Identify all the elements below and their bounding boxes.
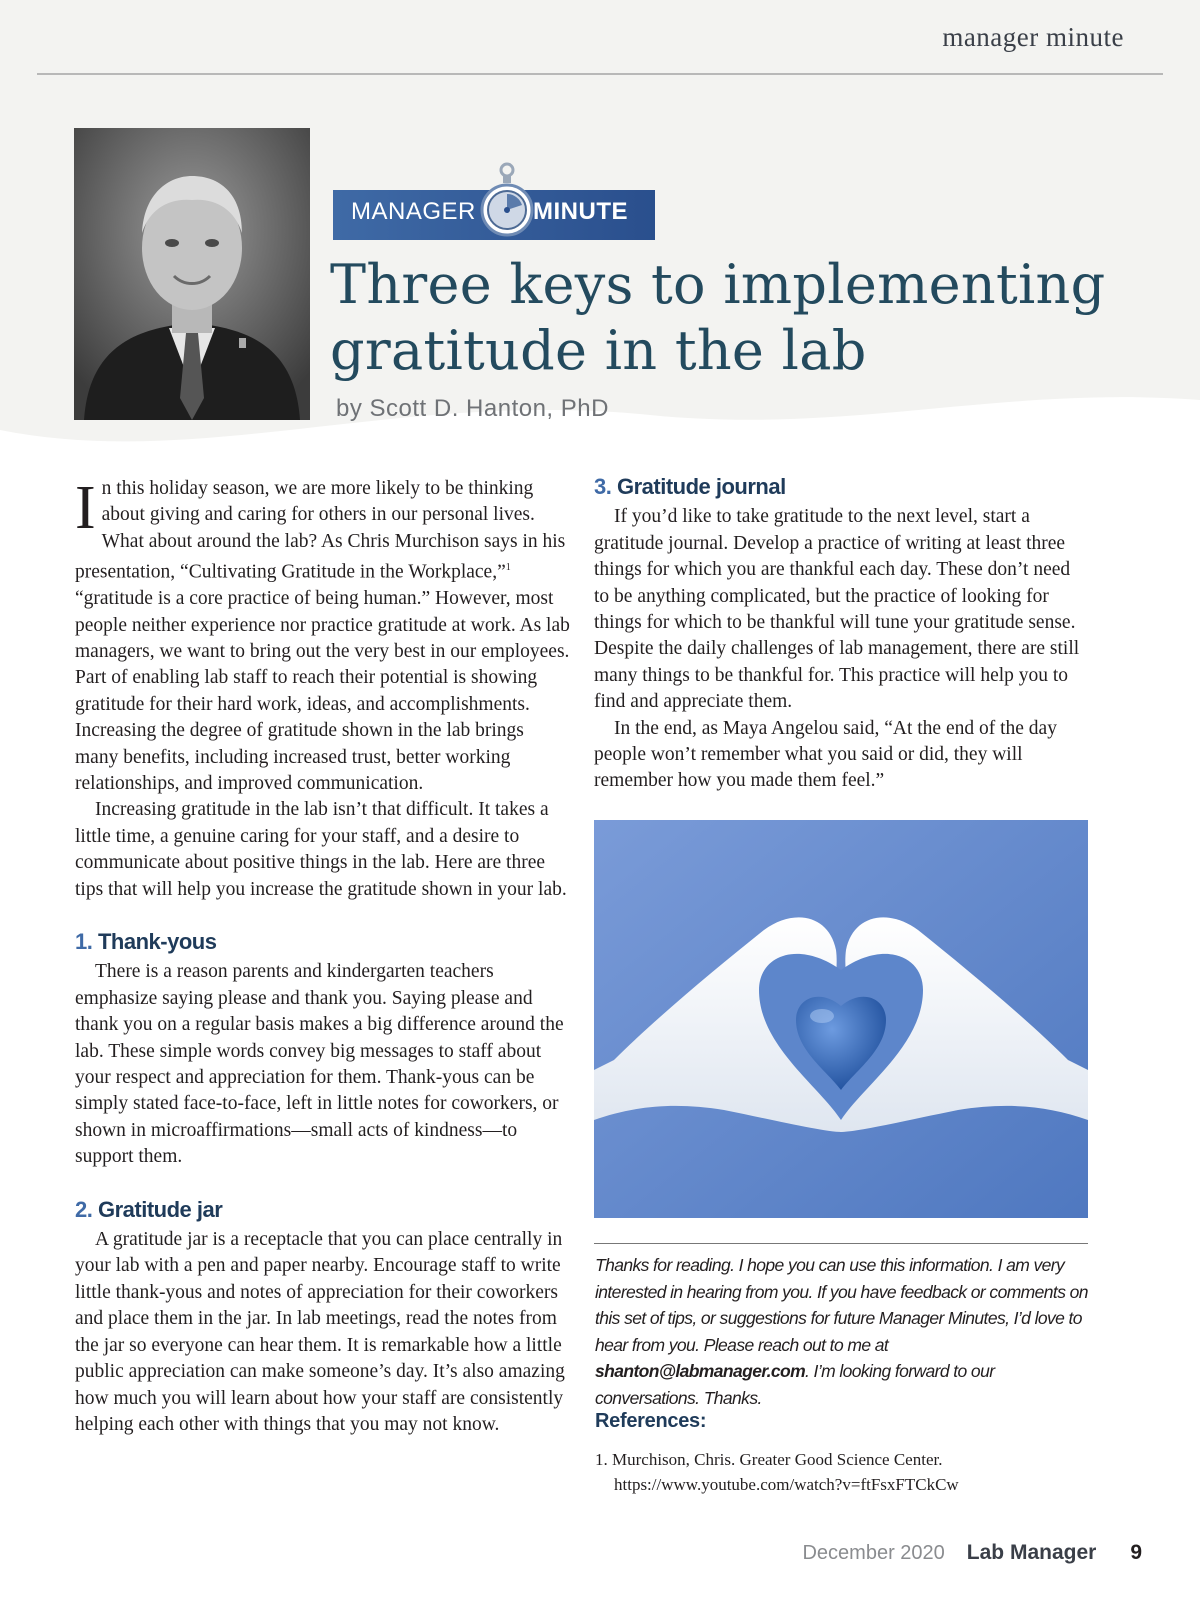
left-column xyxy=(75,476,571,1438)
page-number: 9 xyxy=(1130,1541,1142,1564)
author-note xyxy=(595,1252,1089,1412)
right-column xyxy=(594,474,1088,795)
note-divider xyxy=(594,1243,1088,1244)
drop-cap: I xyxy=(75,474,96,542)
intro-paragraph-2: Increasing gratitude in the lab isn’t that difficult. It takes a little time, a genuine caring for your staff, and a desire to communicate about positive things in the lab. Here are three tips that will help you increase the gratitude shown in your lab. xyxy=(75,799,567,900)
section-heading-gratitude-journal xyxy=(594,474,1088,500)
intro-text-cont: “gratitude is a core practice of being human.” However, most people neither experience nor practice gratitude at work. As lab managers, we want to bring out the very best in our employees. Part of enabling lab staff to reach their potential is showing gratitude for their hard work, ideas, and accomplishments. Increasing the degree of gratitude shown in the lab brings many benefits, including increased trust, better working relationships, and improved communication. xyxy=(75,588,570,794)
note-text: Thanks for reading. I hope you can use this information. I am very interested in hearing from you. If you have feedback or comments on this set of tips, or suggestions for future Manager Minutes, I’d love to hear from you. Please reach out to me at xyxy=(595,1255,1088,1355)
badge-minute-text: MINUTE xyxy=(533,198,628,225)
issue-date: December 2020 xyxy=(802,1542,945,1564)
page-footer xyxy=(802,1541,1142,1565)
closing-paragraph: In the end, as Maya Angelou said, “At the end of the day people won’t remember what you said or did, they will remember how you made them feel.” xyxy=(594,717,1057,792)
manager-minute-badge xyxy=(333,190,655,240)
section-heading-gratitude-jar xyxy=(75,1197,571,1223)
section-title: Thank-yous xyxy=(97,929,217,954)
section-body-gratitude-journal: If you’d like to take gratitude to the next level, start a gratitude journal. Develop a practice of writing at least three things for which you are thankful each day. These don’t need to be anything complicated, but the practice of looking for things for which to be thankful will tune your gratitude sense. Despite the daily challenges of lab management, there are still many things to be thankful for. This practice will help you to find and appreciate them. xyxy=(594,506,1080,713)
author-byline: by Scott D. Hanton, PhD xyxy=(336,395,609,422)
intro-paragraph xyxy=(75,476,571,797)
header-rule xyxy=(37,73,1163,75)
intro-text: n this holiday season, we are more likely to be thinking about giving and caring for others in our personal lives. What about around the lab? As Chris Murchison says in his presentation, “Cultivating Gratitude in the Workplace,” xyxy=(75,478,566,583)
section-title: Gratitude jar xyxy=(97,1196,223,1222)
section-number: 1. xyxy=(75,929,93,954)
section-number: 3. xyxy=(594,474,612,499)
author-portrait xyxy=(74,128,310,420)
email-link[interactable]: shanton@labmanager.com xyxy=(595,1361,806,1382)
footnote-marker: 1 xyxy=(505,562,511,574)
reference-item: 1. Murchison, Chris. Greater Good Science Center. https://www.youtube.com/watch?v=ftFsxFTCkCw xyxy=(595,1450,959,1494)
note-text-end: . I’m looking forward to our conversations. Thanks. xyxy=(595,1361,995,1408)
running-head: manager minute xyxy=(942,22,1124,52)
references-list xyxy=(595,1447,1089,1497)
section-body-thank-yous: There is a reason parents and kindergarten teachers emphasize saying please and thank you. Saying please and thank you on a regular basis makes a big difference around the lab. These simple words convey big messages to staff about your respect and appreciation for them. Thank-yous can be simply stated face-to-face, left in little notes for coworkers, or shown in microaffirmations—small acts of kindness—to support them. xyxy=(75,961,564,1168)
section-title: Gratitude journal xyxy=(616,474,786,499)
gloved-hands-heart-photo xyxy=(594,820,1088,1218)
stopwatch-icon xyxy=(479,160,535,240)
magazine-name: Lab Manager xyxy=(966,1541,1097,1564)
section-number: 2. xyxy=(75,1196,93,1222)
section-body-gratitude-jar: A gratitude jar is a receptacle that you can place centrally in your lab with a pen and paper nearby. Encourage staff to write little thank-yous and notes of appreciation for their coworkers and place them in the jar. In lab meetings, read the notes from the jar so everyone can hear them. It is remarkable how a little public appreciation can make someone’s day. It’s also amazing how much you will learn about how your staff are consistently helping each other with things that you may not know. xyxy=(75,1229,565,1435)
article-title: Three keys to implementing gratitude in the lab xyxy=(330,253,1106,382)
references-heading: References: xyxy=(595,1410,707,1432)
badge-manager-text: MANAGER xyxy=(351,198,476,225)
section-heading-thank-yous xyxy=(75,929,571,955)
